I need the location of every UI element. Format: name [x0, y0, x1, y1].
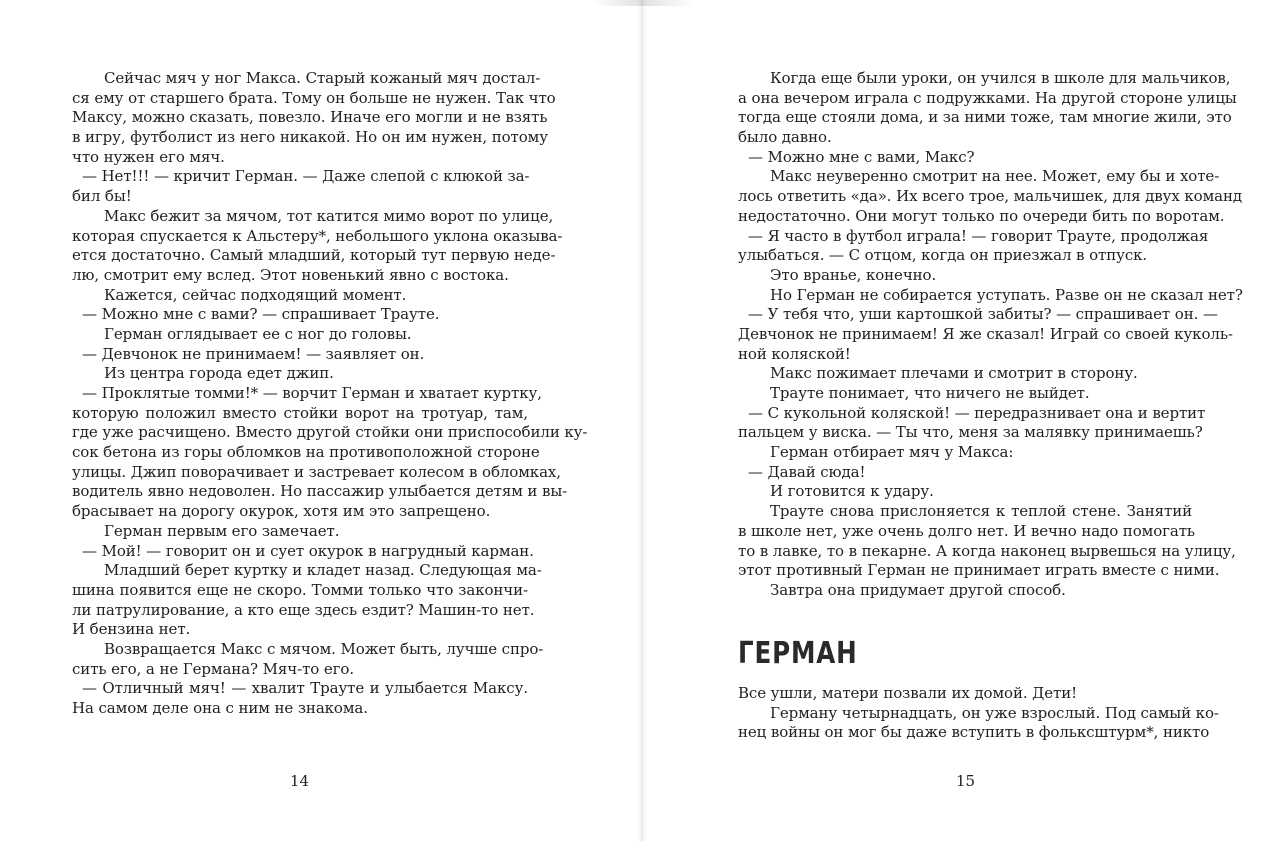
top-edge-shadow [0, 0, 1286, 6]
text-line: — Отличный мяч! — хвалит Траутe и улыбается Максу. [82, 679, 528, 698]
text-line: На самом деле она с ним не знакома. [72, 699, 368, 717]
text-line: Траутe снова прислоняется к теплой стене. Занятий [770, 502, 1192, 521]
text-line: сить его, а не Германа? Мяч-то его. [72, 659, 354, 678]
left-page-text [72, 69, 588, 719]
text-line: Младший берет куртку и кладет назад. Следующая ма- [104, 561, 542, 580]
text-line: водитель явно недоволен. Но пассажир улыбается детям и вы- [72, 482, 568, 501]
text-line: Когда еще были уроки, он учился в школе для мальчиков, [770, 69, 1231, 87]
chapter-heading: ГЕРМАН [738, 636, 858, 671]
text-line: Макс пожимает плечами и смотрит в сторону. [770, 364, 1138, 383]
text-line: которая спускается к Альстеру*, небольшого уклона оказыва- [72, 226, 563, 245]
text-line: Это вранье, конечно. [770, 265, 937, 284]
text-line: сок бетона из горы обломков на противоположной стороне [72, 443, 540, 462]
text-line: в школе нет, уже очень долго нет. И вечно надо помогать [738, 521, 1195, 540]
right-page-text-after-heading [738, 684, 1219, 743]
text-line: Возвращается Макс с мячом. Может быть, лучше спро- [104, 639, 544, 658]
text-line: Завтра она придумает другой способ. [770, 580, 1066, 599]
text-line: брасывает на дорогу окурок, хотя им это запрещено. [72, 502, 491, 521]
text-line: Макс бежит за мячом, тот катится мимо ворот по улице, [104, 206, 554, 225]
text-line: лось ответить «да». Их всего трое, мальчишек, для двух команд [738, 187, 1243, 206]
text-line: ется достаточно. Самый младший, который тут первую неде- [72, 246, 556, 265]
text-line: Из центра города едет джип. [104, 364, 334, 383]
text-line: где уже расчищено. Вместо другой стойки они приспособили ку- [72, 423, 588, 442]
text-line: Сейчас мяч у ног Макса. Старый кожаный мяч достал- [104, 69, 541, 87]
text-line: нец войны он мог бы даже вступить в фольксштурм*, никто [738, 723, 1210, 742]
text-line: лю, смотрит ему вслед. Этот новенький явно с востока. [72, 265, 509, 284]
text-line: Герман оглядывает ее с ног до головы. [104, 324, 412, 343]
text-line: недостаточно. Они могут только по очереди бить по воротам. [738, 206, 1225, 225]
text-line: ной коляской! [738, 344, 851, 363]
text-line: этот противный Герман не принимает играть вместе с ними. [738, 561, 1220, 580]
right-page [643, 0, 1286, 841]
text-line: — Я часто в футбол играла! — говорит Траутe, продолжая [748, 226, 1209, 245]
text-line: в игру, футболист из него никакой. Но он им нужен, потому [72, 128, 548, 147]
text-line: — Девчонок не принимаем! — заявляет он. [82, 344, 425, 363]
text-line: — С кукольной коляской! — передразнивает она и вертит [748, 403, 1206, 422]
text-line: пальцем у виска. — Ты что, меня за малявку принимаешь? [738, 423, 1203, 442]
text-line: улыбаться. — С отцом, когда он приезжал в отпуск. [738, 246, 1148, 265]
text-line: Но Герман не собирается уступать. Разве он не сказал нет? [770, 285, 1243, 304]
right-page-text [738, 69, 1243, 601]
text-line: И бензина нет. [72, 620, 191, 639]
text-line: Герману четырнадцать, он уже взрослый. Под самый ко- [770, 703, 1219, 722]
text-line: — У тебя что, уши картошкой забиты? — спрашивает он. — [748, 305, 1218, 324]
text-line: было давно. [738, 128, 832, 147]
text-line: Герман отбирает мяч у Макса: [770, 443, 1014, 462]
text-line: — Можно мне с вами, Макс? [748, 147, 975, 166]
text-line: Все ушли, матери позвали их домой. Дети! [738, 684, 1078, 702]
text-line: — Давай сюда! [748, 462, 866, 481]
text-line: а она вечером играла с подружками. На другой стороне улицы [738, 88, 1237, 107]
text-line: Девчонок не принимаем! Я же сказал! Играй со своей куколь- [738, 324, 1233, 343]
text-line: тогда еще стояли дома, и за ними тоже, там многие жили, это [738, 108, 1232, 127]
text-line: Кажется, сейчас подходящий момент. [104, 285, 407, 304]
text-line: — Нет!!! — кричит Герман. — Даже слепой с клюкой за- [82, 167, 530, 186]
text-line: то в лавке, то в пекарне. А когда наконец вырвешься на улицу, [738, 541, 1236, 560]
text-line: что нужен его мяч. [72, 147, 225, 166]
text-line: шина появится еще не скоро. Томми только что закончи- [72, 580, 528, 599]
text-line: — Мой! — говорит он и сует окурок в нагрудный карман. [82, 541, 534, 560]
text-line: Максу, можно сказать, повезло. Иначе его могли и не взять [72, 108, 548, 127]
text-line: Траутe понимает, что ничего не выйдет. [770, 384, 1090, 402]
text-line: Макс неуверенно смотрит на нее. Может, ему бы и хоте- [770, 167, 1220, 186]
text-line: ся ему от старшего брата. Тому он больше не нужен. Так что [72, 88, 556, 107]
text-line: улицы. Джип поворачивает и застревает колесом в обломках, [72, 462, 561, 481]
text-line: — Проклятые томми!* — ворчит Герман и хватает куртку, [82, 384, 542, 402]
text-line: бил бы! [72, 187, 132, 206]
text-line: ли патрулирование, а кто еще здесь ездит? Машин-то нет. [72, 600, 535, 619]
page-number-right: 15 [956, 772, 976, 790]
page-number-left: 14 [290, 772, 310, 790]
book-spine-shadow [637, 0, 647, 841]
text-line: Герман первым его замечает. [104, 521, 340, 540]
text-line: И готовится к удару. [770, 482, 934, 501]
text-line: которую положил вместо стойки ворот на тротуар, там, [72, 403, 528, 422]
text-line: — Можно мне с вами? — спрашивает Траутe. [82, 305, 440, 324]
